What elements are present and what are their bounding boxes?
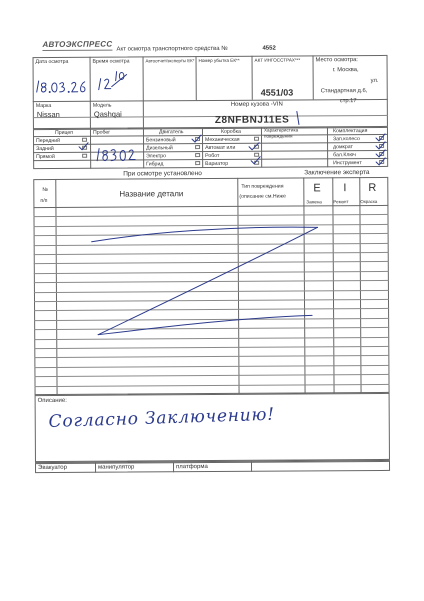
make-value: Nissan (36, 109, 60, 120)
trailer-front-checkbox[interactable] (82, 138, 87, 142)
engine-diesel-checkbox[interactable] (195, 145, 200, 149)
vin-label: Номер кузова -VIN (230, 101, 283, 108)
gearbox-label: Коробка (220, 128, 241, 135)
trailer-rear: Задний (36, 145, 54, 153)
conclusion-title: Заключение эксперта (304, 169, 370, 177)
date-label: Дата осмотра (35, 58, 69, 66)
footer-platform: платформа (176, 464, 208, 471)
trailer-straight-checkbox[interactable] (82, 154, 87, 158)
autoreport-label: Автоотчет/эксперты ЕК* (145, 58, 195, 64)
company-logo: АВТОЭКСПРЕСС (42, 39, 113, 50)
act-value: 4551/03 (260, 87, 294, 98)
damage-label-1: Характеристика (263, 127, 299, 133)
footer-manipulator: манипулятор (98, 464, 135, 471)
gearbox-cvt: Вариатор (205, 160, 229, 168)
document-title: Акт осмотра транспортного средства № (116, 45, 228, 53)
place-city: г. Москва, (332, 67, 359, 74)
kit-jack-checkbox[interactable] (379, 144, 384, 148)
damage-label-2: повреждения (263, 133, 293, 139)
col-num-sub: п/п (40, 197, 48, 205)
col-damage-type-1: Тип повреждения (241, 183, 284, 190)
col-num: № (42, 186, 48, 194)
gearbox-cvt-checkbox[interactable] (254, 161, 259, 165)
time-label: Время осмотра (92, 58, 130, 65)
engine-hybrid: Гибрид (146, 161, 164, 168)
model-label: Модель (92, 102, 112, 109)
engine-diesel: Дизельный (146, 145, 173, 152)
claim-label: Номер убытка ЕК** (198, 57, 240, 64)
trailer-label: Прицеп (54, 129, 74, 136)
description-label: Описание: (37, 397, 67, 405)
gearbox-manual: Механическая (205, 136, 240, 144)
kit-tools: Инструмент (333, 160, 362, 167)
parts-table (33, 177, 389, 395)
trailer-straight: Прямой (36, 153, 55, 161)
trailer-rear-checkbox[interactable] (82, 146, 87, 150)
col-repair: I (343, 182, 347, 195)
sub-replace: Замена (306, 199, 322, 205)
kit-wrench-checkbox[interactable] (379, 152, 384, 156)
mileage-label: Пробег (92, 129, 111, 136)
gearbox-auto: Автомат или (205, 144, 236, 152)
engine-hybrid-checkbox[interactable] (195, 161, 200, 165)
vin-value: Z8NFBNJ11ES (214, 114, 290, 126)
parts-table-rows (0, 0, 422, 1)
kit-jack: домкрат (333, 144, 353, 151)
place-building: стр.17 (339, 98, 357, 105)
kit-spare-wheel-checkbox[interactable] (379, 136, 384, 140)
engine-electric-checkbox[interactable] (195, 153, 200, 157)
kit-wrench: бал.Ключ (333, 152, 356, 159)
footer-row (35, 461, 390, 473)
act-number: 4552 (262, 45, 276, 52)
kit-label: Комплектация (332, 128, 368, 135)
col-damage-type-2: (описание см.Ниже (239, 193, 286, 200)
place-address: Стандартная д.6, (320, 88, 368, 95)
gearbox-robot-checkbox[interactable] (254, 153, 259, 157)
gearbox-manual-checkbox[interactable] (254, 137, 259, 141)
sub-paint: Окраска (360, 198, 378, 205)
footer-evacuator: Эвакуатор (38, 464, 68, 472)
gearbox-robot: Робот (205, 152, 220, 160)
trailer-front: Передний (36, 137, 61, 145)
svg-text:Согласно Заключению!: Согласно Заключению! (48, 404, 276, 432)
col-paint: R (368, 181, 377, 195)
engine-label: Двигатель (158, 129, 184, 136)
section-title: При осмотре установлено (123, 170, 202, 178)
sub-repair: Ремонт (333, 199, 349, 205)
col-part-name: Название детали (119, 189, 184, 199)
col-replace: E (313, 182, 321, 195)
model-value: Qashqai (93, 109, 122, 119)
kit-spare-wheel: Зап.колесо (333, 136, 360, 143)
kit-tools-checkbox[interactable] (379, 160, 384, 164)
engine-petrol-checkbox[interactable] (195, 137, 200, 141)
engine-electric: Электро (146, 153, 167, 160)
description-box (35, 393, 390, 462)
engine-petrol: Бензиновый (146, 137, 176, 144)
place-street: ул. (370, 77, 379, 85)
place-label: Место осмотра: (315, 57, 358, 64)
make-label: Марка (35, 102, 52, 110)
gearbox-auto-checkbox[interactable] (254, 145, 259, 149)
ingosstrakh-act-label: АКТ ИНГОССТРАХ*** (254, 57, 301, 63)
